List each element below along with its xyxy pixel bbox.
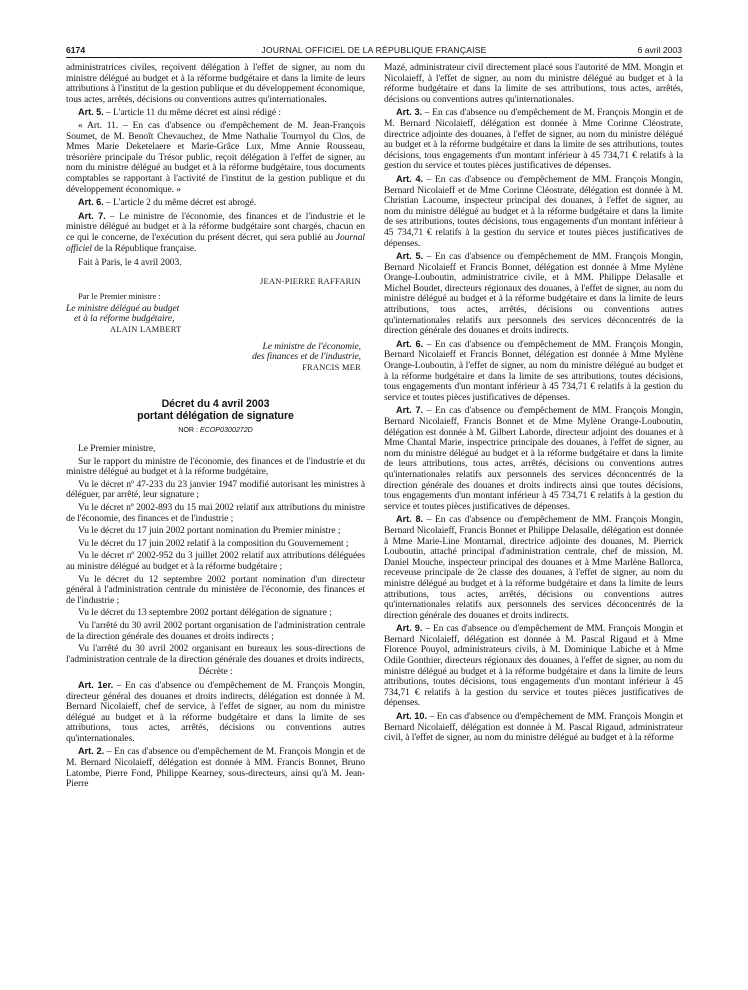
article-number: Art. 2. — [78, 746, 105, 757]
visa: Vu l'arrêté du 30 avril 2002 portant organisation de l'administration centrale de la direction générale des douanes et droits indirects ; — [66, 620, 365, 642]
visa: Vu le décret du 13 septembre 2002 portant délégation de signature ; — [78, 608, 332, 619]
signatory-prime-minister: JEAN-PIERRE RAFFARIN — [259, 276, 361, 286]
article-text: – En cas d'absence ou d'empêchement de M. François Mongin, directeur général des douanes et droits indirects, délégation est donnée à M. Bernard Nicolaieff, chef de service, à l'effet de signer, au nom du ministre délégué au budget et à la réforme budgétaire et dans la limite de ses attributions, tous actes, arrêtés, décisions ou conventions autres qu'internationales. — [66, 680, 365, 744]
article-number: Art. 10. — [396, 711, 427, 722]
decrete-heading: Décrète : — [198, 667, 233, 678]
article-number: Art. 3. — [396, 107, 423, 118]
paragraph: Le Premier ministre, — [78, 444, 156, 455]
signatory-title: Le ministre de l'économie, — [262, 341, 361, 352]
visa: Vu le décret nº 2002-893 du 15 mai 2002 relatif aux attributions du ministre de l'économie, des finances et de l'industrie ; — [66, 503, 365, 524]
article-text: – En cas d'absence ou d'empêchement de MM. François Mongin, Bernard Nicolaieff et Francis Bonnet, délégation est donnée à Mme Mylène Orange-Louboutin, à l'effet de signer, au nom du ministre délégué au budget et à la réforme budgétaire et dans la limite de ses attributions, toutes décisions, tous engagements d'un montant inférieur à 45 734,71 € relatifs à la gestion du service et toutes pièces justificatives de dépenses. — [384, 339, 683, 403]
article-text: – En cas d'absence ou d'empêchement de MM. François Mongin et Bernard Nicolaieff, délégation est donnée à M. Pascal Rigaud, administrateur civil, à l'effet de signer, au nom du ministre délégué au budget et à la réforme — [384, 712, 683, 744]
article-number: Art. 9. — [396, 623, 423, 634]
article-number: Art. 7. — [78, 210, 106, 221]
nor-reference — [66, 425, 365, 436]
article-number: Art. 5. — [78, 107, 104, 118]
signatory-budget-minister: ALAIN LAMBERT — [110, 325, 182, 335]
issue-date: 6 avril 2003 — [637, 45, 682, 55]
right-column — [384, 63, 683, 978]
paragraph: Mazé, administrateur civil directement placé sous l'autorité de MM. Mongin et Nicolaieff, à l'effet de signer, au nom du ministre délégué au budget et à la réforme budgétaire et dans la limite de ses attributions, tous actes, arrêtés, décisions ou conventions autres qu'internationales. — [384, 63, 683, 105]
article-9 — [384, 623, 683, 709]
article-number: Art. 6. — [396, 338, 424, 349]
visa: Vu le décret nº 47-233 du 23 janvier 1947 modifié autorisant les ministres à déléguer, par arrêté, leur signature ; — [66, 479, 365, 501]
article-5 — [66, 107, 365, 119]
article-text: – En cas d'absence ou d'empêchement de MM. François Mongin, Bernard Nicolaieff, Francis Bonnet et Philippe Delasalle, délégation est donnée à Mme Marie-Line Montarnal, directrice adjointe des douanes, M. Pierrick Louboutin, attaché principal d'administration centrale, chef de mission, M. Daniel Mouche, inspecteur principal des douanes et à Mme Marlène Ballorca, receveuse principale de 2e classe des douanes, à l'effet de signer, au nom du ministre délégué au budget et à la réforme budgétaire et dans la limite de leurs attributions, tous actes, arrêtés, décisions ou conventions autres qu'internationales relatifs aux personnels des services déconcentrés de la direction générale des douanes et droits indirects. — [384, 515, 683, 621]
article-6 — [384, 339, 683, 404]
nor-code: ECOP0300272D — [199, 425, 253, 435]
article-text: – L'article 2 du même décret est abrogé. — [103, 198, 257, 209]
decree-title — [66, 399, 365, 422]
article-number: Art. 4. — [396, 173, 424, 184]
visa: Vu l'arrêté du 30 avril 2002 organisant en bureaux les sous-directions de l'administration centrale de la direction générale des douanes et droits indirects, — [66, 644, 365, 665]
article-10 — [384, 711, 683, 744]
visa: Vu le décret du 17 juin 2002 relatif à la composition du Gouvernement ; — [78, 538, 349, 549]
article-7 — [384, 405, 683, 512]
article-11-quote: « Art. 11. – En cas d'absence ou d'empêchement de M. Jean-François Soumet, de M. Benoît Chevauchez, de Mme Nathalie Tournyol du Clos, de Mmes Marie Deketelaere et Marie-Grâce Lux, Mme Annie Rousseau, trésorière principale du Trésor public, reçoit délégation à l'effet de signer, au nom du ministre délégué au budget et à la réforme budgétaire, tous documents comptables se rapportant à l'activité de l'institut de la gestion publique et du développement économique. » — [66, 120, 365, 195]
article-number: Art. 7. — [396, 405, 424, 416]
article-text: – Le ministre de l'économie, des finances et de l'industrie et le ministre délégué au budget et à la réforme budgétaire sont chargés, chacun en ce qui le concerne, de l'exécution du présent décret, qui sera publié au — [66, 211, 365, 243]
decree-title-line: portant délégation de signature — [137, 409, 294, 422]
journal-title: JOURNAL OFFICIEL DE LA RÉPUBLIQUE FRANÇAISE — [261, 45, 487, 55]
signatory-economy-minister: FRANCIS MER — [302, 362, 361, 372]
article-number: Art. 6. — [78, 197, 104, 208]
article-8 — [384, 514, 683, 621]
page-header — [66, 43, 682, 58]
visa: Vu le décret du 17 juin 2002 portant nomination du Premier ministre ; — [78, 526, 341, 537]
signature-by-line: Par le Premier ministre : — [78, 291, 161, 302]
signature-block-economy — [66, 342, 361, 363]
article-1 — [66, 680, 365, 745]
signature-place-date: Fait à Paris, le 4 avril 2003. — [78, 258, 182, 269]
article-text: – En cas d'absence ou d'empêchement de MM. François Mongin, Bernard Nicolaieff et Francis Bonnet, délégation est donnée à Mme Mylène Orange-Louboutin, administratrice civile, et à MM. Philippe Delasalle et Michel Boudet, directeurs régionaux des douanes, à l'effet de signer, au nom du ministre délégué au budget et à la réforme budgétaire et dans la limite de leurs attributions, tous actes, arrêtés, décisions ou conventions autres qu'internationales relatifs aux personnels des services déconcentrés de la direction générale des douanes et droits indirects. — [384, 252, 683, 337]
article-text: – En cas d'absence ou d'empêchement de M. François Mongin et de M. Bernard Nicolaieff, délégation est donnée à MM. Francis Bonnet, Bruno Latombe, Pierre Fond, Philippe Kearney, sous-directeurs, ainsi qu'à M. Jean-Pierre — [66, 747, 365, 790]
paragraph: administratrices civiles, reçoivent délégation à l'effet de signer, au nom du ministre délégué au budget et à la réforme budgétaire et dans la limite de leurs attributions à l'institut de la gestion publique et du développement économique, tous actes, arrêtés, décisions ou conventions autres qu'internationales. — [66, 63, 365, 105]
article-text: – En cas d'absence ou d'empêchement de MM. François Mongin, Bernard Nicolaieff et de Mme Corinne Cléostrate, délégation est donnée à M. Christian Lacoume, inspecteur principal des douanes, à l'effet de signer, au nom du ministre délégué au budget et à la réforme budgétaire et dans la limite de ses attributions, toutes décisions, tous engagements d'un montant inférieur à 45 734,71 € relatifs à la gestion du service et toutes pièces justificatives de dépenses. — [384, 174, 683, 249]
article-6 — [66, 197, 365, 209]
article-number: Art. 8. — [396, 514, 424, 525]
signatory-title: des finances et de l'industrie, — [252, 352, 361, 363]
article-text: – En cas d'absence ou d'empêchement de M. François Mongin et de M. Bernard Nicolaieff, délégation est donnée à Mme Corinne Cléostrate, directrice adjointe des douanes, à l'effet de signer, au nom du ministre délégué au budget et à la réforme budgétaire et dans la limite de ses attributions, toutes décisions, tous engagements d'un montant inférieur à 45 734,71 € relatifs à la gestion du service et toutes pièces justificatives de dépenses. — [384, 108, 683, 172]
nor-label: NOR : — [178, 425, 200, 435]
article-text: – L'article 11 du même décret est ainsi rédigé : — [103, 108, 281, 119]
article-3 — [384, 107, 683, 172]
article-7 — [66, 211, 365, 254]
article-2 — [66, 746, 365, 789]
page-number: 6174 — [66, 45, 86, 55]
visa: Vu le décret nº 2002-952 du 3 juillet 2002 relatif aux attributions déléguées au ministre délégué au budget et à la réforme budgétaire ; — [66, 551, 365, 572]
article-4 — [384, 174, 683, 249]
left-column — [66, 63, 365, 978]
article-number: Art. 1er. — [78, 679, 114, 690]
visa: Vu le décret du 12 septembre 2002 portant nomination d'un directeur général à l'administration centrale du ministère de l'économie, des finances et de l'industrie ; — [66, 574, 365, 606]
article-text: – En cas d'absence ou d'empêchement de MM. François Mongin et Bernard Nicolaieff, délégation est donnée à M. Pascal Rigaud et à Mme Florence Pouyol, administrateurs civils, à M. Dominique Labiche et à Mme Odile Gonthier, directeurs régionaux des douanes, à l'effet de signer, au nom du ministre délégué au budget et à la réforme budgétaire et dans la limite de leurs attributions, toutes décisions, tous engagements d'un montant inférieur à 45 734,71 € relatifs à la gestion du service et toutes pièces justificatives de dépenses. — [384, 624, 683, 709]
signatory-title: Le ministre délégué au budget — [66, 303, 180, 314]
signatory-title: et à la réforme budgétaire, — [74, 314, 175, 325]
article-text: de la République française. — [91, 243, 197, 254]
article-text: – En cas d'absence ou d'empêchement de MM. François Mongin, Bernard Nicolaieff, Francis Bonnet et de Mme Mylène Orange-Louboutin, délégation est donnée à M. Gilbert Laborde, directeur adjoint des douanes et à Mme Chantal Marie, inspectrice principale des douanes, à l'effet de signer, au nom du ministre délégué au budget et à la réforme budgétaire et dans la limite de leurs attributions, tous actes, arrêtés, décisions ou conventions autres qu'internationales relatifs aux personnels des services déconcentrés de la direction générale des douanes et droits indirects ainsi que toutes décisions, tous engagements d'un montant inférieur à 45 734,71 € relatifs à la gestion du service et toutes pièces justificatives de dépenses. — [384, 406, 683, 512]
visa: Sur le rapport du ministre de l'économie, des finances et de l'industrie et du ministre délégué au budget et à la réforme budgétaire, — [66, 456, 365, 478]
journal-reference: Journal officiel — [66, 232, 365, 254]
article-5 — [384, 251, 683, 337]
article-number: Art. 5. — [396, 251, 424, 262]
decree-title-line: Décret du 4 avril 2003 — [161, 398, 270, 411]
